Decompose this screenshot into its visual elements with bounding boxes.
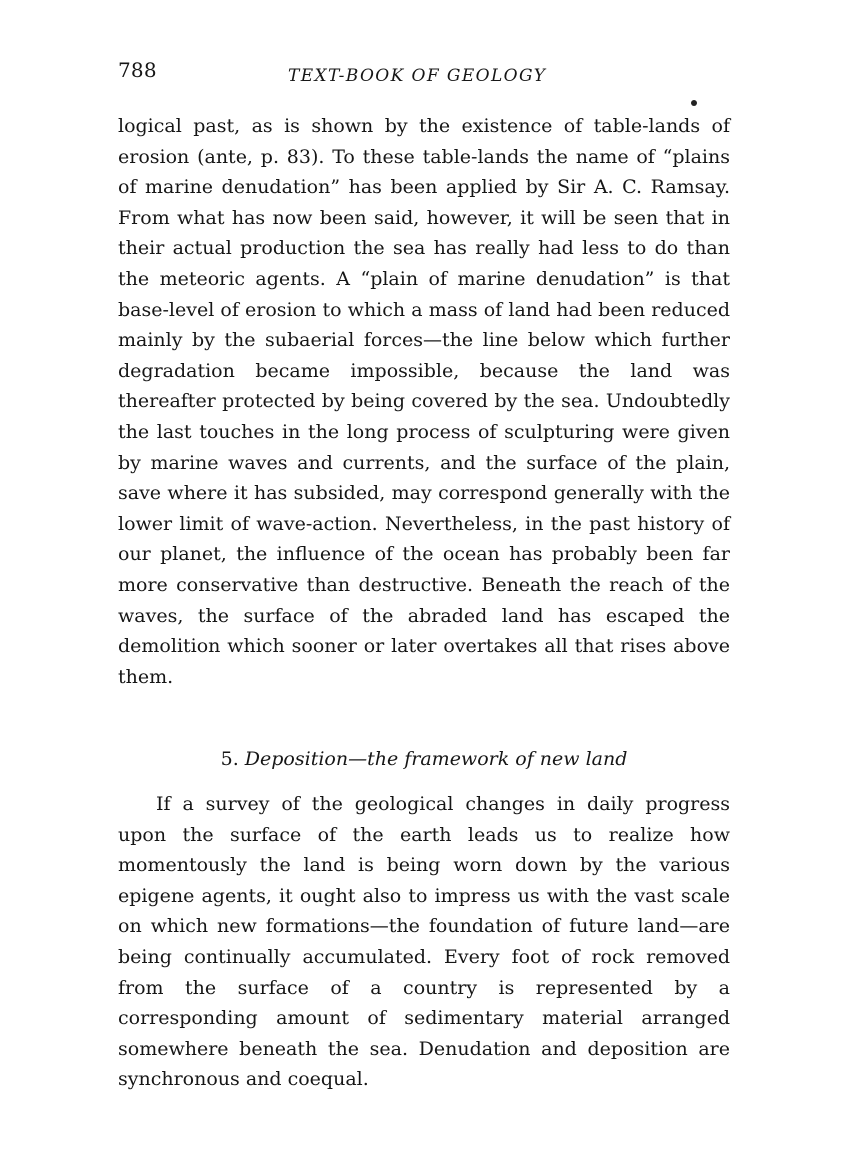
print-mark <box>691 100 697 106</box>
running-head: TEXT-BOOK OF GEOLOGY <box>288 66 547 86</box>
section-number: 5. <box>220 748 245 770</box>
paragraph-1-block <box>118 111 730 692</box>
paragraph-2-block <box>118 789 730 1095</box>
paragraph-1: logical past, as is shown by the existence of table-lands of erosion (ante, p. 83). To these table-lands the name of “plains of marine denudation” has been applied by Sir A. C. Ramsay. From what has now been said, however, it will be seen that in their actual production the sea has really had less to do than the meteoric agents. A “plain of marine denudation” is that base-level of erosion to which a mass of land had been reduced mainly by the subaerial forces—the line below which further degradation became impossible, because the land was thereafter protected by being covered by the sea. Undoubtedly the last touches in the long process of sculpturing were given by marine waves and currents, and the surface of the plain, save where it has subsided, may correspond generally with the lower limit of wave-action. Nevertheless, in the past history of our planet, the influence of the ocean has probably been far more conservative than destructive. Beneath the reach of the waves, the surface of the abraded land has escaped the demolition which sooner or later overtakes all that rises above them. <box>118 115 730 688</box>
paragraph-2: If a survey of the geological changes in daily progress upon the surface of the earth leads us to realize how momentously the land is being worn down by the various epigene agents, it ought also to impress us with the vast scale on which new formations—the foundation of future land—are being continually accumulated. Every foot of rock removed from the surface of a country is represented by a corresponding amount of sedimentary material arranged somewhere beneath the sea. Denudation and deposition are synchronous and coequal. <box>118 793 730 1091</box>
section-title: Deposition—the framework of new land <box>244 748 628 770</box>
page-header <box>118 58 730 92</box>
page-number: 788 <box>118 58 157 82</box>
section-heading <box>118 744 730 774</box>
